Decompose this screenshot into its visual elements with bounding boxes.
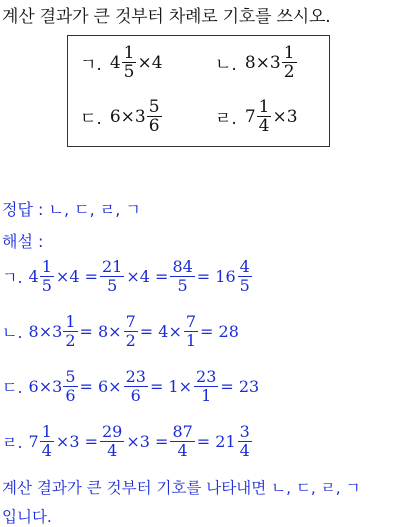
step-term: 7 bbox=[28, 432, 39, 451]
fraction-numerator: 7 bbox=[125, 312, 136, 331]
fraction-denominator: 4 bbox=[258, 116, 270, 136]
fraction-denominator: 2 bbox=[283, 62, 295, 82]
fraction-denominator: 4 bbox=[239, 441, 250, 460]
step-term: = 6× bbox=[79, 377, 122, 396]
fraction-numerator: 23 bbox=[125, 367, 146, 386]
step-term: = 21 bbox=[196, 432, 236, 451]
explanation-step-a bbox=[2, 258, 253, 295]
option-b bbox=[215, 44, 298, 81]
explanation-step-c bbox=[2, 368, 260, 405]
option-d bbox=[215, 98, 298, 135]
option-whole: 3 bbox=[134, 106, 146, 127]
explanation-label: 해설 : bbox=[2, 232, 44, 251]
fraction-numerator: 1 bbox=[65, 312, 76, 331]
option-fraction bbox=[122, 44, 137, 81]
option-fraction bbox=[282, 44, 297, 81]
fraction-denominator: 2 bbox=[65, 331, 76, 350]
fraction-denominator: 5 bbox=[41, 276, 52, 295]
option-label: ㄴ. bbox=[215, 55, 237, 75]
fraction-denominator: 6 bbox=[130, 386, 141, 405]
option-whole: 4 bbox=[109, 52, 121, 73]
step-term: = 23 bbox=[220, 377, 260, 396]
fraction-numerator: 4 bbox=[239, 257, 250, 276]
step-label: ㄷ. bbox=[2, 378, 23, 397]
option-multiplier: 8 bbox=[244, 52, 256, 73]
option-a bbox=[80, 44, 163, 81]
option-whole: 7 bbox=[244, 106, 256, 127]
answer-label: 정답 : bbox=[2, 200, 44, 219]
option-c bbox=[80, 98, 163, 135]
fraction-numerator: 3 bbox=[239, 422, 250, 441]
step-term: = 4× bbox=[139, 322, 182, 341]
options-box bbox=[67, 35, 330, 147]
fraction-denominator: 5 bbox=[177, 276, 188, 295]
operator: × bbox=[137, 52, 152, 73]
operator: × bbox=[255, 52, 270, 73]
step-term: = 28 bbox=[200, 322, 239, 341]
fraction-numerator: 5 bbox=[148, 97, 160, 117]
fraction-numerator: 84 bbox=[172, 257, 193, 276]
conclusion-line-1: 계산 결과가 큰 것부터 기호를 나타내면 ㄴ, ㄷ, ㄹ, ㄱ bbox=[2, 479, 361, 497]
fraction-denominator: 6 bbox=[65, 386, 76, 405]
fraction-denominator: 4 bbox=[107, 441, 118, 460]
option-fraction bbox=[147, 98, 162, 135]
answer-value: ㄴ, ㄷ, ㄹ, ㄱ bbox=[48, 200, 141, 219]
step-label: ㄱ. bbox=[2, 268, 23, 287]
step-term: = 16 bbox=[196, 267, 236, 286]
option-whole: 3 bbox=[269, 52, 281, 73]
step-label: ㄹ. bbox=[2, 433, 23, 452]
step-term: 8×3 bbox=[28, 322, 63, 341]
fraction-numerator: 7 bbox=[185, 312, 197, 331]
fraction-numerator: 1 bbox=[41, 422, 52, 441]
fraction-denominator: 1 bbox=[201, 386, 212, 405]
fraction-numerator: 1 bbox=[123, 43, 135, 63]
option-label: ㄹ. bbox=[215, 109, 237, 129]
fraction-denominator: 5 bbox=[107, 276, 118, 295]
step-term: 6×3 bbox=[28, 377, 63, 396]
fraction-numerator: 1 bbox=[41, 257, 52, 276]
step-term: ×3 = bbox=[126, 432, 169, 451]
question-text: 계산 결과가 큰 것부터 차례로 기호를 쓰시오. bbox=[2, 7, 331, 27]
fraction-numerator: 23 bbox=[196, 367, 217, 386]
step-label: ㄴ. bbox=[2, 323, 23, 342]
explanation-step-b bbox=[2, 313, 240, 350]
step-term: ×4 = bbox=[126, 267, 169, 286]
fraction-numerator: 5 bbox=[65, 367, 76, 386]
step-term: ×4 = bbox=[55, 267, 98, 286]
fraction-numerator: 87 bbox=[172, 422, 193, 441]
fraction-denominator: 6 bbox=[148, 116, 160, 136]
step-term: = 1× bbox=[149, 377, 193, 396]
option-multiplier: 6 bbox=[109, 106, 121, 127]
fraction-numerator: 1 bbox=[283, 43, 295, 63]
answer-line bbox=[2, 197, 141, 220]
option-fraction bbox=[257, 98, 272, 135]
step-term: = 8× bbox=[79, 322, 122, 341]
step-term: ×3 = bbox=[55, 432, 98, 451]
fraction-denominator: 5 bbox=[123, 62, 135, 82]
option-multiplier: 3 bbox=[286, 106, 298, 127]
option-label: ㄷ. bbox=[80, 109, 102, 129]
explanation-step-d bbox=[2, 423, 253, 460]
fraction-numerator: 21 bbox=[102, 257, 123, 276]
fraction-denominator: 4 bbox=[177, 441, 188, 460]
fraction-denominator: 5 bbox=[239, 276, 250, 295]
fraction-denominator: 2 bbox=[125, 331, 136, 350]
fraction-numerator: 29 bbox=[102, 422, 123, 441]
operator: × bbox=[120, 106, 135, 127]
operator: × bbox=[272, 106, 287, 127]
fraction-denominator: 1 bbox=[185, 331, 197, 350]
option-multiplier: 4 bbox=[151, 52, 163, 73]
fraction-numerator: 1 bbox=[258, 97, 270, 117]
option-label: ㄱ. bbox=[80, 55, 102, 75]
fraction-denominator: 4 bbox=[41, 441, 52, 460]
conclusion-line-2: 입니다. bbox=[2, 508, 52, 526]
step-term: 4 bbox=[28, 267, 39, 286]
